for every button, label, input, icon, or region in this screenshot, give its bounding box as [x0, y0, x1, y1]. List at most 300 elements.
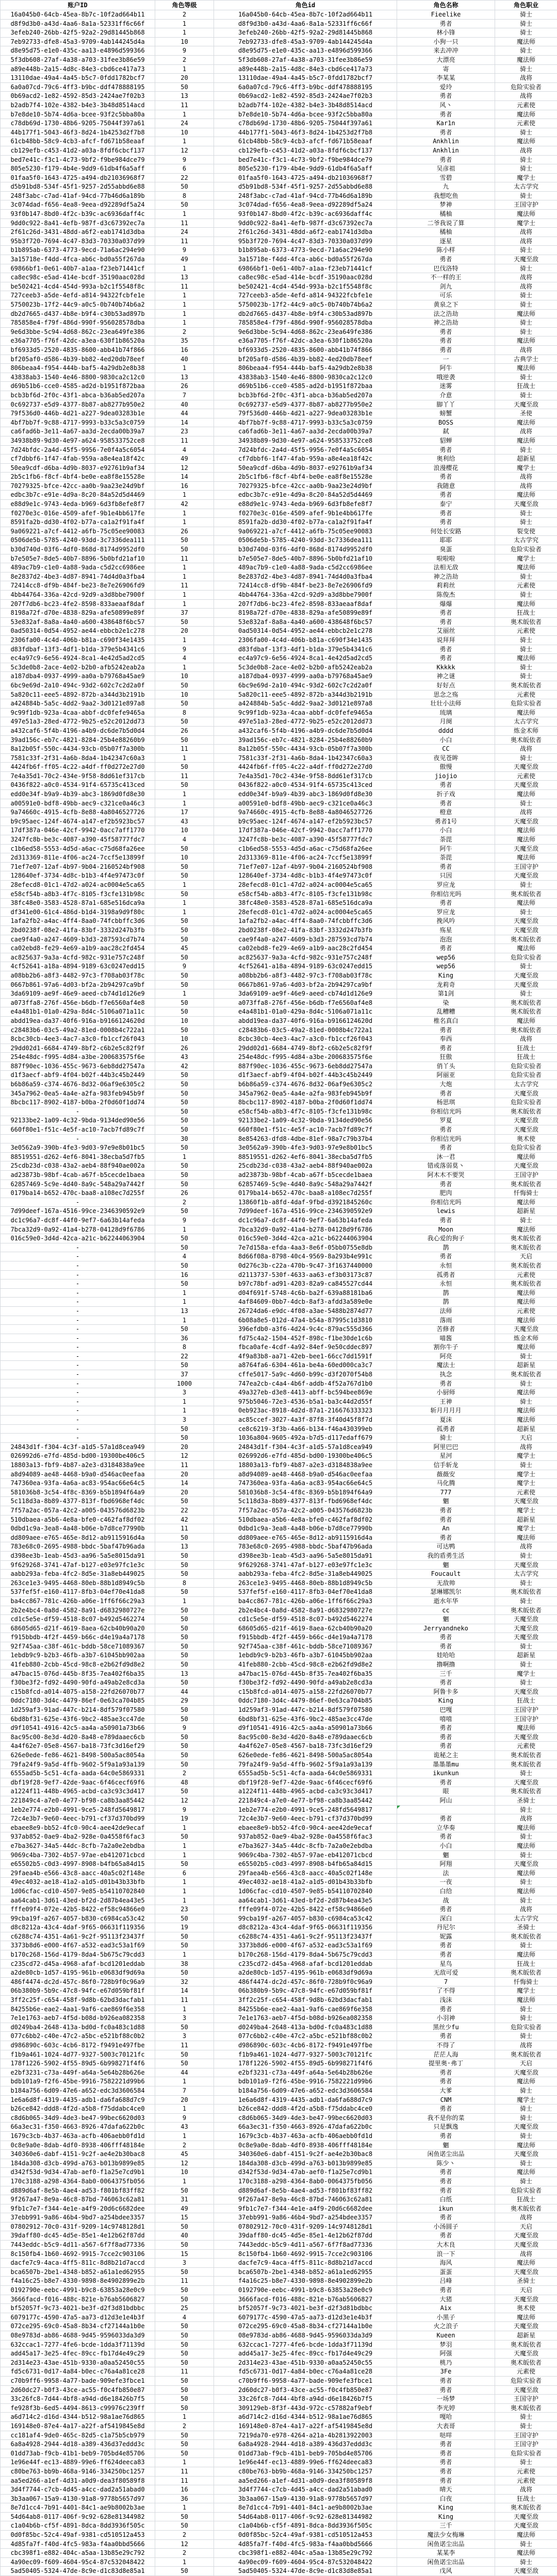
cell-role-level: 48 [155, 1778, 214, 1787]
cell-role-level: 1 [155, 1316, 214, 1325]
cell-role-id: 01faa5f0-1643-4725-a494-db21036968f7 [214, 173, 397, 182]
cell-role-id: e88d9e1c-9743-4eda-b969-6d3fb8efe8f7 [214, 500, 397, 509]
cell-role-level: 10 [155, 690, 214, 699]
cell-role-class: 天启 [495, 2222, 557, 2231]
cell-role-name: 勇者 [397, 2458, 495, 2467]
cell-role-level: 50 [155, 1071, 214, 1080]
cell-account-id: 79f536d0-446b-4d21-a227-9dea03283b1e [1, 409, 155, 418]
table-row [1, 1669, 557, 1678]
cell-role-name: 晴天 [397, 2485, 495, 2495]
cell-role-level: 50 [155, 2440, 214, 2449]
table-row [1, 1053, 557, 1062]
cell-role-level: 50 [155, 1361, 214, 1370]
cell-role-level: 50 [155, 1161, 214, 1171]
cell-account-id: c15b8fcd-a014-4075-a158-22fd26070b77 [1, 1687, 155, 1696]
cell-account-id: - [1, 1306, 155, 1316]
cell-role-name: 李某某 [397, 74, 495, 83]
cell-role-id: 9fb1c7e7-f344-4e1e-a4f9-20d6c6682dee [214, 2204, 397, 2213]
cell-role-id: b26ce842-ddd8-4f2d-a5b8-f75ddabc4ce0 [214, 2104, 397, 2114]
cell-role-level: 20 [155, 2095, 214, 2104]
table-row [1, 2050, 557, 2059]
cell-role-class: 奥术皈依者 [495, 998, 557, 1007]
cell-account-id: b30d740d-03f6-4df0-868d-8174d9952df0 [1, 545, 155, 554]
cell-role-id: 7d99deef-167a-4516-99ce-2346390592e9 [214, 1207, 397, 1216]
cell-role-level: 1 [155, 2413, 214, 2422]
table-row [1, 10, 557, 20]
cell-role-level: 50 [155, 889, 214, 899]
table-row [1, 2385, 557, 2395]
cell-role-name: 大猪 [397, 2295, 495, 2304]
cell-role-level: 17 [155, 808, 214, 817]
cell-role-id: 254e48dc-f995-4d84-a3be-200683575f6e [214, 1053, 397, 1062]
cell-role-id: 309129eb-8f3f-443d-972c-c57882af9ebf [214, 2403, 397, 2413]
cell-role-id: d398ee3b-1eab-45d3-aa96-5a5e8015da91 [214, 1551, 397, 1560]
cell-role-name: 闲鱼诺尘出品 [397, 2150, 495, 2159]
cell-role-id: 8e2837d2-4be3-4d87-8941-74d4d0a3fba4 [214, 572, 397, 581]
cell-role-id: 50ea9cdf-d6ba-4d9b-8037-e92761b9af34 [214, 463, 397, 473]
cell-account-id: e4a481b1-01a0-429a-8d4c-5106a071a11c [1, 1007, 155, 1017]
table-row [1, 1161, 557, 1171]
cell-role-level: 50 [155, 1116, 214, 1125]
cell-role-class: 骑士 [495, 1461, 557, 1470]
cell-role-level: 1 [155, 1878, 214, 1887]
cell-role-name: cc [397, 1606, 495, 1615]
cell-role-class: 天魔至敌 [495, 971, 557, 980]
cell-role-id: 4bf7bb7f-9c88-4717-9993-b33c5a3c0759 [214, 418, 397, 427]
cell-role-name: 貂蝉 [397, 436, 495, 445]
cell-role-level: 35 [155, 336, 214, 346]
cell-role-level: 14 [155, 418, 214, 427]
table-row [1, 473, 557, 482]
cell-account-id: a89e448b-2a15-4d8c-84e3-cbd6ce417a73 [1, 64, 155, 74]
table-row [1, 1805, 557, 1814]
cell-account-id: 28efecd8-01c1-47d2-a024-ac0004e5ca65 [1, 881, 155, 890]
cell-role-id: cb129efb-c453-41d2-a03a-8fdf6cbcf137 [214, 146, 397, 155]
cell-role-id: 8c150fb4-1b60-4692-9915-7cce2c903106 [214, 2249, 397, 2259]
cell-role-level: 2 [155, 327, 214, 336]
table-row [1, 2249, 557, 2259]
cell-role-id: 170c3188-a298-4364-8ab0-0064375fb056 [214, 2177, 397, 2186]
cell-account-id: 92133be2-1a09-4c32-9bda-9134ded90e56 [1, 1116, 155, 1125]
cell-role-name: 螃蟹 [397, 409, 495, 418]
cell-account-id: 170c3188-a298-4364-8ab0-0064375fb056 [1, 2177, 155, 2186]
cell-role-name: 勇者 [397, 19, 495, 28]
cell-role-class: 魔法师 [495, 2168, 557, 2177]
cell-role-name: 阿强 [397, 2349, 495, 2359]
cell-role-level: 2 [155, 2141, 214, 2150]
cell-role-level: 50 [155, 1025, 214, 1035]
cell-role-name: 九 [397, 182, 495, 192]
cell-role-level: 4 [155, 1252, 214, 1261]
cell-account-id: 1d06cfac-cd10-4507-9e85-b54110702840 [1, 1887, 155, 1896]
cell-account-id: 5c118d3a-8b89-4377-813f-fbd6968ef4dc [1, 1497, 155, 1506]
cell-role-level: 9 [155, 155, 214, 164]
cell-role-id: 5ad50405-5324-47de-8c9e-d1c83d8e85a1 [214, 2567, 397, 2576]
cell-role-name: 你相信光吗 [397, 889, 495, 899]
cell-account-id: f1b9a461-1024-4d77-9327-5003c70121fc [1, 2050, 155, 2059]
cell-role-id: d0249ba4-2648-413a-bd0d-fc0a483c1d88 [214, 2023, 397, 2032]
table-row [1, 200, 557, 210]
cell-account-id: - [1, 1352, 155, 1361]
cell-role-class: 骑士 [495, 2032, 557, 2041]
table-row [1, 110, 557, 119]
cell-role-id: 99cba19f-a267-4057-b830-c6984ca53c42 [214, 1914, 397, 1923]
cell-role-name: 巴嘎 [397, 1706, 495, 1715]
cell-account-id: 9e6d3bbe-5c94-4d68-862c-23ea649fe386 [1, 327, 155, 336]
cell-role-name: 勇者 [397, 862, 495, 871]
table-row [1, 182, 557, 192]
table-row [1, 1198, 557, 1207]
table-row [1, 427, 557, 436]
cell-role-id: edd0e34f-b9a9-4b39-abc3-1869d0fd8e30 [214, 790, 397, 799]
cell-role-level: 3 [155, 1416, 214, 1425]
cell-role-id: aabb293a-feba-4fc2-8d5e-31a8eb449025 [214, 1570, 397, 1579]
cell-account-id: 44b177f1-5043-46f3-8d24-1b4253d2f7b8 [1, 128, 155, 137]
table-row [1, 989, 557, 999]
cell-account-id: - [1, 1325, 155, 1334]
cell-role-level: 11 [155, 2476, 214, 2485]
cell-role-class: 奥术皈依者 [495, 1968, 557, 1978]
cell-role-class: 天魔至敌 [495, 1860, 557, 1869]
cell-account-id: - [1, 1279, 155, 1289]
cell-role-id: 68605d65-d21f-4619-8aea-62cb40b90a20 [214, 1624, 397, 1633]
cell-role-level: 1 [155, 309, 214, 318]
table-row [1, 2195, 557, 2204]
cell-role-class: 天魔至敌 [495, 2241, 557, 2250]
cell-account-id: d986890c-603c-4cb6-8172-f9491e497fbe [1, 2041, 155, 2050]
cell-role-level: 3 [155, 2259, 214, 2268]
cell-role-name: 一 [397, 355, 495, 364]
table-row [1, 2204, 557, 2213]
cell-role-class: 魔学士 [495, 173, 557, 182]
cell-role-name: 戊风 [397, 2567, 495, 2576]
cell-role-class: 战将 [495, 473, 557, 482]
cell-role-id: 248f3abc-c7ad-41af-94cd-77b46d6a189b [214, 191, 397, 200]
table-row [1, 1588, 557, 1597]
table-row [1, 2104, 557, 2114]
cell-account-id: 2b5c1fb6-f8cf-4bf4-be0e-ea8f8e15528e [1, 473, 155, 482]
cell-role-id: cd1c5e5e-df59-4518-8c07-b492d5462274 [214, 1615, 397, 1624]
cell-role-name: 勇者 [397, 1252, 495, 1261]
cell-role-name: 大表哥 [397, 2421, 495, 2431]
table-row [1, 1887, 557, 1896]
cell-role-id: 29dd02d1-6684-4749-8bf2-c6b2e5c82f9f [214, 1043, 397, 1053]
table-row [1, 309, 557, 318]
cell-role-level: 50 [155, 1732, 214, 1742]
table-row [1, 1841, 557, 1850]
table-row [1, 1678, 557, 1688]
cell-role-level: 9 [155, 246, 214, 255]
cell-role-class: 王国守护 [495, 862, 557, 871]
cell-role-class: 骑士 [495, 46, 557, 56]
cell-role-name: An [397, 1524, 495, 1534]
table-row [1, 318, 557, 328]
cell-role-level: 11 [155, 237, 214, 246]
cell-role-name: 逐星 [397, 237, 495, 246]
cell-role-id: 61cb48bb-58c9-4cb3-afcf-fd671b58eaaf [214, 137, 397, 146]
cell-role-id: 01dd73ab-f9cb-41b1-beb9-705bd4e85706 [214, 2449, 397, 2458]
cell-account-id: 0d0f85bc-52c4-49af-9381-cd510512a453 [1, 2531, 155, 2540]
table-row [1, 2431, 557, 2440]
table-row [1, 2557, 557, 2567]
cell-account-id: add45a17-3e25-4fec-89cc-fb17d4e49c29 [1, 2349, 155, 2359]
cell-role-id: 3efeb240-26bb-42f5-92a2-29d81445b868 [214, 28, 397, 38]
cell-role-level: 1 [155, 1887, 214, 1896]
cell-account-id: 8e7d1cc4-7b91-4401-84c1-ae9b8002b3ae [1, 2503, 155, 2513]
cell-role-name: 小白 [397, 1841, 495, 1850]
cell-account-id: 1afa2fb2-a4ac-4ff4-8aa0-74fcbbffc3d6 [1, 917, 155, 926]
cell-account-id: e7ba3627-34a5-44dc-8cfb-7a2a0e2ebdba [1, 1841, 155, 1850]
cell-role-level: 20 [155, 1442, 214, 1452]
cell-role-level: 23 [155, 427, 214, 436]
cell-role-level: 11 [155, 554, 214, 563]
table-row [1, 28, 557, 38]
cell-role-name: 李光婷 [397, 2403, 495, 2413]
cell-role-class: 圣使 [495, 409, 557, 418]
cell-role-class: 骑士 [495, 2557, 557, 2567]
cell-account-id: cf7dbbf6-1f47-4fab-959a-a8e4ea18f42c [1, 454, 155, 464]
table-row [1, 1905, 557, 1914]
cell-role-id: 207f7db6-bc23-4fe2-8598-833aeaaf8daf [214, 599, 397, 609]
cell-role-id: c80be763-bb9b-468a-9146-334250bc1257 [214, 2467, 397, 2476]
cell-role-class: 危险实验者 [495, 1143, 557, 1153]
cell-role-class: 战将 [495, 2485, 557, 2495]
cell-role-class: 战将 [495, 146, 557, 155]
cell-role-name: 白给 [397, 1887, 495, 1896]
table-row [1, 1461, 557, 1470]
cell-account-id: 937ab852-0ae9-4ba2-928e-0a4558f6fac3 [1, 1832, 155, 1842]
table-row [1, 1098, 557, 1107]
table-row [1, 753, 557, 763]
cell-role-level: 2 [155, 1769, 214, 1778]
cell-role-name: 白纸 [397, 2195, 495, 2204]
table-row [1, 2367, 557, 2377]
cell-role-class: 骑士 [495, 1805, 557, 1814]
cell-role-id: e65502b5-c0d3-4997-8908-b4fb65a84d15 [214, 1860, 397, 1869]
cell-account-id: bed7e41c-f3c1-4c73-9bf2-f9be984dce79 [1, 155, 155, 164]
cell-role-class: 骑士 [495, 327, 557, 336]
cell-account-id: d83fdbaf-13f3-4df1-b1da-379e5b4341c6 [1, 645, 155, 654]
cell-role-name: 勇者 [397, 2467, 495, 2476]
cell-role-name: 嘎哈 [397, 2413, 495, 2422]
cell-account-id: d0249ba4-2648-413a-bd0d-fc0a483c1d88 [1, 2023, 155, 2032]
cell-role-level: 50 [155, 1832, 214, 1842]
table-row [1, 635, 557, 645]
cell-role-id: 39ad156c-eb7c-4821-8284-25b4e88260b9 [214, 735, 397, 745]
cell-account-id: - [1, 1434, 155, 1443]
cell-role-id: e58cf54b-a8b3-4f7c-8105-f3cfe131b98c [214, 1107, 397, 1116]
cell-role-class: 狂战士 [495, 1696, 557, 1706]
cell-role-name: 777 [397, 1488, 495, 1497]
cell-account-id: 0dbd1c9a-3ea8-4a48-b06e-b7d8ce77990b [1, 1524, 155, 1534]
cell-role-id: 184da308-d3cb-499d-a763-b013b9899e85 [214, 2159, 397, 2168]
cell-role-name: 勇者 [397, 2177, 495, 2186]
cell-role-level: 50 [155, 1533, 214, 1542]
table-row [1, 1062, 557, 1071]
cell-role-level: 10 [155, 2168, 214, 2177]
cell-account-id: d398ee3b-1eab-45d3-aa96-5a5e8015da91 [1, 1551, 155, 1560]
table-row [1, 1325, 557, 1334]
cell-role-id: 7e7d158a-efda-4aa3-8e6f-05bb0755e8db [214, 1243, 397, 1252]
cell-role-class: 奥术皈依者 [495, 1007, 557, 1017]
cell-role-class: 超新星 [495, 2331, 557, 2341]
table-row [1, 1243, 557, 1252]
cell-role-level: 1 [155, 210, 214, 219]
cell-role-name: 大漂亮 [397, 55, 495, 64]
cell-role-level: 2 [155, 55, 214, 64]
cell-role-id: 8e7d1cc4-7b91-4401-84c1-ae9b8002b3ae [214, 2503, 397, 2513]
cell-role-level: 4 [155, 2313, 214, 2322]
cell-role-name: 勇者 [397, 1216, 495, 1225]
cell-role-class: 骑士 [495, 2421, 557, 2431]
cell-role-class: 奥术皈依者 [495, 1234, 557, 1243]
table-row [1, 2304, 557, 2313]
cell-role-name: 勇者 [397, 345, 495, 355]
cell-role-id: f0270e3c-016e-4509-afef-9b1e4bb617fe [214, 509, 397, 518]
cell-account-id: 2d314e23-43ae-451b-9330-a0aa52450c55 [1, 2358, 155, 2367]
table-row [1, 1633, 557, 1642]
cell-role-class: 骑士 [495, 2086, 557, 2095]
cell-role-level: 50 [155, 2286, 214, 2295]
cell-role-level: 3 [155, 2014, 214, 2023]
cell-role-level: 2 [155, 2421, 214, 2431]
cell-role-name: 只因 [397, 871, 495, 881]
table-row [1, 264, 557, 273]
cell-account-id: - [1, 1107, 155, 1116]
cell-role-class: 骑士 [495, 2539, 557, 2549]
cell-role-class: 骑士 [495, 635, 557, 645]
cell-role-level: 20 [155, 627, 214, 636]
cell-role-id: d8f9d3b0-a43d-4aa6-8a1a-52331ff6c66f [214, 19, 397, 28]
cell-role-class: 奥术皈依者 [495, 1261, 557, 1270]
cell-role-level: 14 [155, 1479, 214, 1488]
table-row [1, 2458, 557, 2467]
cell-role-level: 1 [155, 1596, 214, 1606]
cell-role-class: 魔法师 [495, 1388, 557, 1398]
cell-account-id: - [1, 1252, 155, 1261]
cell-role-name: 耶耶 [397, 536, 495, 545]
cell-role-id: c78db69d-1730-48b6-9205-75044f397a61 [214, 119, 397, 128]
cell-role-name: King [397, 971, 495, 980]
cell-role-id: 497e51a3-28ed-4772-9b25-e52c2012dd73 [214, 717, 397, 727]
cell-role-class: 魔法师 [495, 944, 557, 953]
cell-role-id: 632ccac1-7277-4fe6-bcde-1dda3f71139d [214, 2340, 397, 2349]
cell-role-id: 7bca32d9-0a92-41a4-b278-04128d9f6786 [214, 1225, 397, 1234]
cell-account-id: 660f80e1-f51c-4e5f-ac10-7acb7fd89c7f [1, 1125, 155, 1135]
cell-role-class: 王国守护 [495, 2395, 557, 2404]
cell-role-class: 奥术皈依者 [495, 1107, 557, 1116]
cell-role-name: 阿亮 [397, 1352, 495, 1361]
cell-role-name: jiojio [397, 771, 495, 781]
cell-account-id: - [1, 1288, 155, 1298]
cell-role-id: ca8ec98c-e5ad-414e-bcdf-35190aac028d [214, 273, 397, 282]
table-row [1, 400, 557, 409]
cell-account-id: 7581c33f-2f31-4a6b-8da4-1b42347c60a3 [1, 753, 155, 763]
table-row [1, 137, 557, 146]
table-row [1, 2467, 557, 2476]
cell-role-name: 肥肉 [397, 1189, 495, 1198]
cell-account-id: 3b3aa067-15a9-4130-91a8-9778b5657d97 [1, 2494, 155, 2503]
cell-role-name: 思念之殇 [397, 690, 495, 699]
cell-role-class: 超新星 [495, 1651, 557, 1660]
cell-role-id: b9c95aec-124f-4674-a147-ef2b5923bc57 [214, 817, 397, 826]
cell-role-name: 阿丽亚 [397, 1071, 495, 1080]
cell-role-class: 危险实验者 [495, 1062, 557, 1071]
cell-role-class: 太古学究 [495, 1080, 557, 1089]
table-row [1, 210, 557, 219]
table-row [1, 1442, 557, 1452]
cell-role-name: 勇者 [397, 654, 495, 663]
cell-role-name: 勇者 [397, 1379, 495, 1388]
table-row [1, 2059, 557, 2068]
table-row [1, 953, 557, 962]
cell-role-level: 26 [155, 1043, 214, 1053]
cell-role-class: 骑士 [495, 1941, 557, 1950]
cell-role-id: f915bbdb-4f2f-4459-b66c-d4e19a4a7178 [214, 1633, 397, 1642]
cell-role-class: 骑士 [495, 962, 557, 971]
cell-role-class: 魔法师 [495, 1996, 557, 2005]
cell-role-name: 落雨 [397, 1316, 495, 1325]
table-row [1, 2331, 557, 2341]
cell-role-id: 169148e0-87e4-4a17-a22f-af5419845e8d [214, 2421, 397, 2431]
cell-role-level: 12 [155, 1796, 214, 1805]
cell-role-level: 29 [155, 1696, 214, 1706]
cell-role-name: 勇者 [397, 336, 495, 346]
cell-account-id: 6bd8bf31-625e-43f6-9bc2-485ae3cc47de [1, 1714, 155, 1724]
cell-role-id: 43838ab3-1540-4e46-8800-9830ca2c12c0 [214, 373, 397, 382]
cell-role-class: 天魔至敌 [495, 1687, 557, 1696]
cell-role-class: 骑士 [495, 2113, 557, 2123]
cell-role-class: 战将 [495, 808, 557, 817]
cell-role-id: bf52057f-9c73-4021-be3f-d2f3d81bdbbc [214, 2304, 397, 2313]
cell-role-name: King [397, 1696, 495, 1706]
cell-role-id: fd5c6731-0d17-4a84-b0ec-c76a4a81ce28 [214, 2367, 397, 2377]
cell-role-name: 勇者 [397, 255, 495, 264]
table-row [1, 1152, 557, 1161]
cell-role-id: 0179ba14-b652-470c-baa8-a108ec7d255f [214, 1189, 397, 1198]
cell-role-level: 50 [155, 1615, 214, 1624]
cell-account-id: 3efeb240-26bb-42f5-92a2-29d81445b868 [1, 28, 155, 38]
cell-account-id: 806beaa4-f954-444b-baf5-4a29db2e8b38 [1, 364, 155, 373]
cell-account-id: edd0e34f-b9a9-4b39-abc3-1869d0fd8e30 [1, 790, 155, 799]
cell-role-name: King [397, 2512, 495, 2521]
cell-role-name: 勇者 [397, 1025, 495, 1035]
cell-role-class: 奥术皈依者 [495, 681, 557, 690]
cell-role-level: 50 [155, 1424, 214, 1434]
cell-role-id: d83fdbaf-13f3-4df1-b1da-379e5b4341c6 [214, 645, 397, 654]
cell-account-id: aa5ed266-a1ef-4d31-a0d9-dea3f80589f8 [1, 2476, 155, 2485]
cell-role-name: 神之浩劫 [397, 318, 495, 328]
cell-role-class: 魔法师 [495, 137, 557, 146]
cell-account-id: 13110dae-49a4-4a45-b5c7-0fdd1782bcf7 [1, 74, 155, 83]
cell-account-id: 785858e4-f79f-486d-990f-956028578dba [1, 318, 155, 328]
cell-role-level: 13 [155, 92, 214, 101]
cell-role-name: 吴彦祖 [397, 164, 495, 174]
cell-account-id: a00591e0-bdf8-49bb-aec9-c321ce0a46c3 [1, 799, 155, 808]
cell-account-id: 41feb880-2cbb-45cd-98c8-e2b62fd9d8e2 [1, 1660, 155, 1670]
cell-role-class: 天魔至敌 [495, 871, 557, 881]
cell-role-name: 7 [397, 1977, 495, 1986]
table-row [1, 2123, 557, 2132]
cell-account-id: - [1, 1261, 155, 1270]
cell-account-id: 9a74660c-4915-4cfb-8e88-4a8046527726 [1, 808, 155, 817]
cell-role-id: c1b6ed58-5553-4d5d-a6ac-c75d68fa26ee [214, 844, 397, 853]
cell-role-level: 50 [155, 1098, 214, 1107]
cell-account-id: 4bf7bb7f-9c88-4717-9993-b33c5a3c0759 [1, 418, 155, 427]
cell-role-name: CNM [397, 2095, 495, 2104]
cell-role-name: 哒咩 [397, 2431, 495, 2440]
table-row [1, 518, 557, 527]
